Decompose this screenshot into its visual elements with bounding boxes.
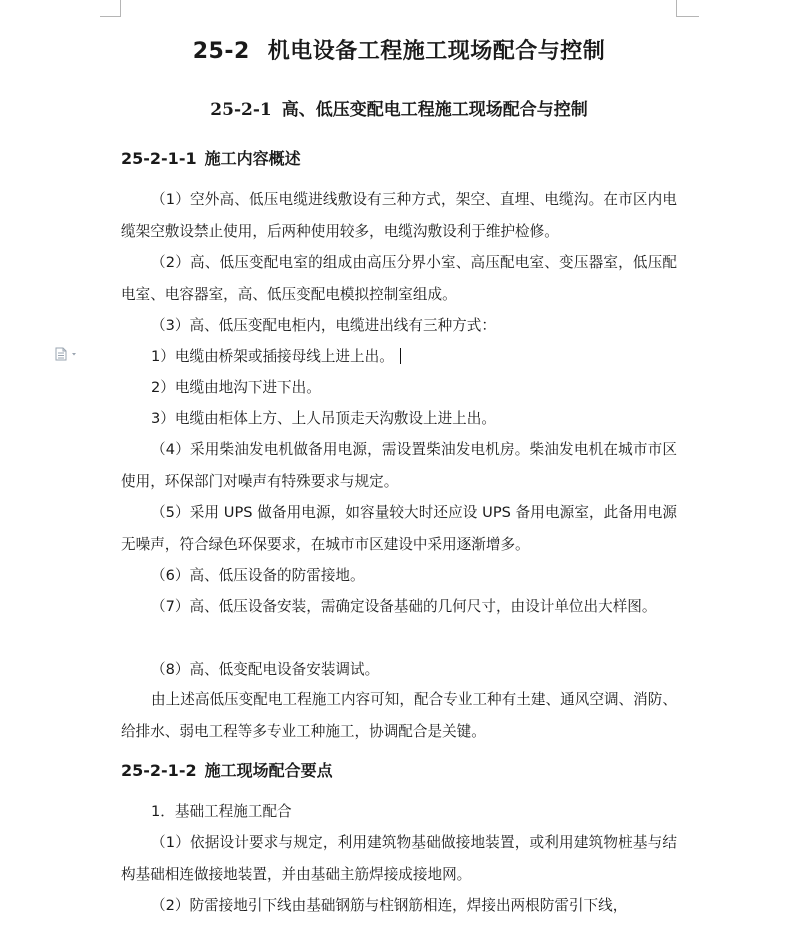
paragraph: 由上述高低压变配电工程施工内容可知，配合专业工种有土建、通风空调、消防、给排水、弱电工程等多专业工种施工，协调配合是关键。 (121, 691, 677, 740)
list-item (151, 341, 401, 373)
crop-mark-top-right (676, 0, 699, 17)
section-number: 25-2-1 (210, 100, 272, 120)
paragraph: （7）高、低压设备安装，需确定设备基础的几何尺寸，由设计单位出大样图。 (151, 598, 657, 615)
list-heading: 1．基础工程施工配合 (151, 803, 292, 820)
paragraph: （6）高、低压设备的防雷接地。 (151, 567, 365, 584)
chapter-title (121, 36, 677, 68)
chapter-title-text: 机电设备工程施工现场配合与控制 (267, 39, 606, 64)
text-cursor (400, 348, 402, 364)
paragraph: （8）高、低变配电设备安装调试。 (151, 661, 380, 678)
list-item: 2）电缆由地沟下进下出。 (151, 379, 321, 396)
subsection-title-1 (121, 147, 301, 171)
paragraph-menu-icon[interactable] (55, 347, 81, 361)
section-title-text: 高、低压变配电工程施工现场配合与控制 (281, 100, 588, 120)
subsection-number: 25-2-1-1 (121, 149, 197, 168)
chapter-number: 25-2 (192, 39, 250, 64)
subsection-number: 25-2-1-2 (121, 761, 197, 780)
paragraph: （1）依据设计要求与规定，利用建筑物基础做接地装置，或利用建筑物桩基与结构基础相连做接地装置，并由基础主筋焊接成接地网。 (121, 834, 677, 883)
paragraph: （4）采用柴油发电机做备用电源，需设置柴油发电机房。柴油发电机在城市市区使用，环保部门对噪声有特殊要求与规定。 (121, 441, 677, 490)
paragraph: （2）高、低压变配电室的组成由高压分界小室、高压配电室、变压器室，低压配电室、电容器室，高、低压变配电模拟控制室组成。 (121, 254, 677, 303)
paragraph: （1）空外高、低压电缆进线敷设有三种方式，架空、直埋、电缆沟。在市区内电缆架空敷设禁止使用，后两种使用较多，电缆沟敷设利于维护检修。 (121, 191, 677, 240)
crop-mark-top-left (100, 0, 121, 17)
list-item: 3）电缆由柜体上方、上人吊顶走天沟敷设上进上出。 (151, 410, 496, 427)
paragraph: （5）采用 UPS 做备用电源，如容量较大时还应设 UPS 备用电源室，此备用电源无噪声，符合绿色环保要求，在城市市区建设中采用逐渐增多。 (121, 504, 677, 553)
list-item-text: 1）电缆由桥架或插接母线上进上出。 (151, 348, 394, 365)
subsection-title-2 (121, 759, 333, 783)
subsection-title-text: 施工现场配合要点 (204, 761, 333, 780)
section-title (121, 97, 677, 123)
paragraph: （3）高、低压变配电柜内，电缆进出线有三种方式： (151, 317, 496, 334)
subsection-title-text: 施工内容概述 (204, 149, 301, 168)
paragraph: （2）防雷接地引下线由基础钢筋与柱钢筋相连，焊接出两根防雷引下线， (151, 897, 628, 914)
